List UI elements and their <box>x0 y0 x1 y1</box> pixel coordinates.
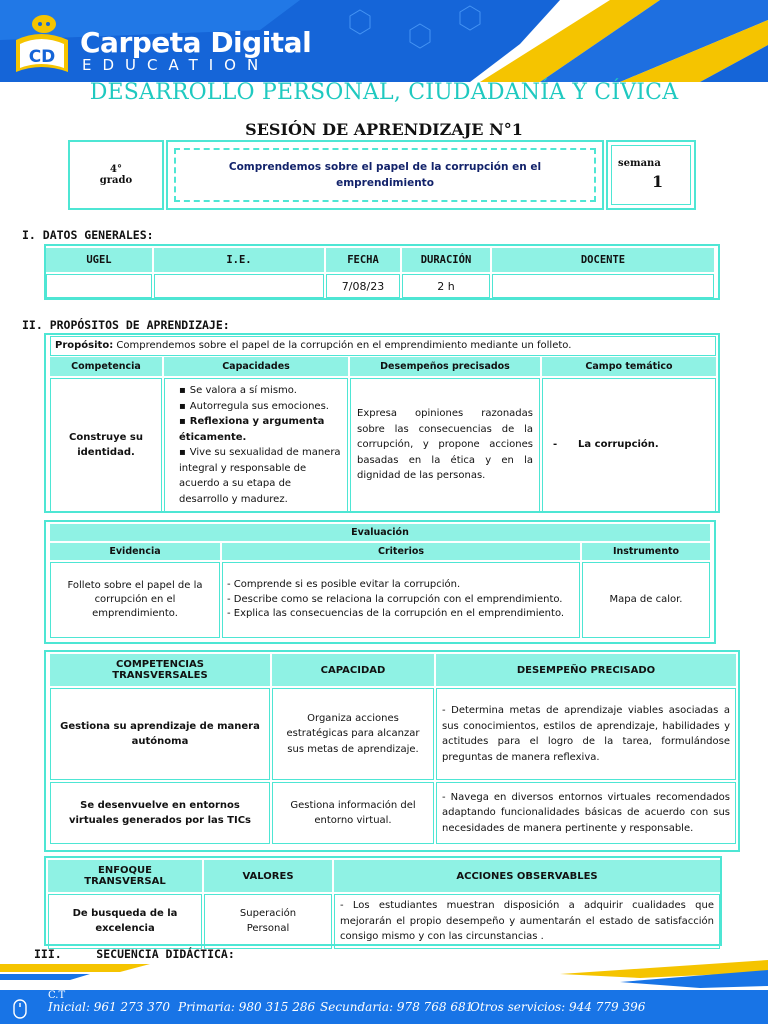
transversal-capacidad: Gestiona información del entorno virtual. <box>272 782 434 844</box>
header-competencia: Competencia <box>50 357 162 376</box>
value-fecha: 7/08/23 <box>326 274 400 298</box>
proposito-line <box>50 336 716 356</box>
transversal-capacidad: Organiza acciones estratégicas para alcanzar sus metas de aprendizaje. <box>272 688 434 780</box>
capacidad-item: ▪ Vive su sexualidad de manera integral y responsable de acuerdo a su etapa de desarrollo y madurez. <box>179 445 343 507</box>
header-criterios: Criterios <box>222 543 580 560</box>
footer-inicial: Inicial: 961 273 370 <box>48 1000 171 1014</box>
transversales-table <box>48 652 738 846</box>
header-instrumento: Instrumento <box>582 543 710 560</box>
enfoque-table <box>46 858 722 951</box>
value-docente <box>492 274 714 298</box>
header-ie: I.E. <box>154 248 324 272</box>
capacidad-item: ▪ Reflexiona y argumenta éticamente. <box>179 414 343 445</box>
header-fecha: FECHA <box>326 248 400 272</box>
section-secuencia-didactica: III. SECUENCIA DIDÁCTICA: <box>34 947 235 961</box>
grade-number: 4° <box>110 164 122 175</box>
desempeno-value: Expresa opiniones razonadas sobre las consecuencias de la corrupción, y propone acciones basadas en la ética y en la dignidad de las personas. <box>350 378 540 512</box>
week-box <box>606 140 696 210</box>
footer-ct: C.T <box>48 990 66 1001</box>
competencia-value: Construye su identidad. <box>50 378 162 512</box>
capacidad-item: ▪ Se valora a sí mismo. <box>179 383 343 399</box>
criterios-list <box>222 562 580 638</box>
header-capacidades: Capacidades <box>164 357 348 376</box>
header-acciones-observables: ACCIONES OBSERVABLES <box>334 860 720 892</box>
grade-box <box>68 140 164 210</box>
proposito-label: Propósito: <box>55 340 114 351</box>
subject-title: DESARROLLO PERSONAL, CIUDADANÍA Y CÍVICA <box>89 80 679 105</box>
header-evidencia: Evidencia <box>50 543 220 560</box>
proposito-text: Comprendemos sobre el papel de la corrupción en el emprendimiento mediante un folleto. <box>113 340 572 351</box>
footer-primaria: Primaria: 980 315 286 <box>178 1000 316 1014</box>
footer-otros: Otros servicios: 944 779 396 <box>470 1000 646 1014</box>
header-desempeno-precisado: DESEMPEÑO PRECISADO <box>436 654 736 686</box>
brand-subtitle: EDUCATION <box>82 56 270 74</box>
header-banner <box>0 0 768 82</box>
header-enfoque-transversal: ENFOQUE TRANSVERSAL <box>48 860 202 892</box>
transversal-competencia: Gestiona su aprendizaje de manera autónoma <box>50 688 270 780</box>
header-duracion: DURACIÓN <box>402 248 490 272</box>
evaluacion-table <box>48 522 712 640</box>
logo-text: CD <box>28 47 56 67</box>
grade-label: grado <box>99 175 133 186</box>
transversal-desempeno: - Determina metas de aprendizaje viables asociadas a sus conocimientos, estilos de aprendizaje, habilidades y actitudes para el logro de la tarea, formulándose preguntas de manera reflexiva. <box>436 688 736 780</box>
evaluacion-title: Evaluación <box>50 524 710 541</box>
capacidad-item: ▪ Autorregula sus emociones. <box>179 399 343 415</box>
header-competencias-transversales: COMPETENCIAS TRANSVERSALES <box>50 654 270 686</box>
value-ie <box>154 274 324 298</box>
acciones-value: - Los estudiantes muestran disposición a adquirir cualidades que mejorarán el propio desempeño y aumentarán el estado de satisfacción consigo mismo y con las circunstancias . <box>334 894 720 949</box>
enfoque-value: De busqueda de la excelencia <box>48 894 202 949</box>
header-docente: DOCENTE <box>492 248 714 272</box>
footer <box>0 956 768 1024</box>
capacidades-list <box>164 378 348 512</box>
header-campo-tematico: Campo temático <box>542 357 716 376</box>
valores-value: Superación Personal <box>204 894 332 949</box>
week-label: semana <box>618 158 661 169</box>
brand-name: Carpeta Digital <box>80 26 312 59</box>
header-ugel: UGEL <box>46 248 152 272</box>
propositos-table <box>48 355 718 514</box>
footer-secundaria: Secundaria: 978 768 681 <box>320 1000 474 1014</box>
value-duracion: 2 h <box>402 274 490 298</box>
campo-tematico-value: - La corrupción. <box>542 378 716 512</box>
header-desempenos: Desempeños precisados <box>350 357 540 376</box>
criterio-item: - Describe como se relaciona la corrupción con el emprendimiento. <box>227 593 563 605</box>
evidencia-value: Folleto sobre el papel de la corrupción en el emprendimiento. <box>50 562 220 638</box>
week-number: 1 <box>652 172 664 191</box>
header-capacidad: CAPACIDAD <box>272 654 434 686</box>
header-valores: VALORES <box>204 860 332 892</box>
theme-box <box>166 140 604 210</box>
section-datos-generales: I. DATOS GENERALES: <box>22 228 154 242</box>
session-theme: Comprendemos sobre el papel de la corrupción en el emprendimiento <box>174 148 596 202</box>
transversal-desempeno: - Navega en diversos entornos virtuales recomendados adaptando funcionalidades básicas de acuerdo con sus necesidades de manera pertinente y responsable. <box>436 782 736 844</box>
criterio-item: - Comprende si es posible evitar la corrupción. <box>227 579 461 591</box>
carpeta-digital-logo <box>6 14 76 80</box>
section-propositos: II. PROPÓSITOS DE APRENDIZAJE: <box>22 318 230 332</box>
datos-generales-table <box>44 246 716 300</box>
value-ugel <box>46 274 152 298</box>
instrumento-value: Mapa de calor. <box>582 562 710 638</box>
criterio-item: - Explica las consecuencias de la corrupción en el emprendimiento. <box>227 608 565 620</box>
transversal-competencia: Se desenvuelve en entornos virtuales generados por las TICs <box>50 782 270 844</box>
session-title: SESIÓN DE APRENDIZAJE N°1 <box>245 120 523 139</box>
